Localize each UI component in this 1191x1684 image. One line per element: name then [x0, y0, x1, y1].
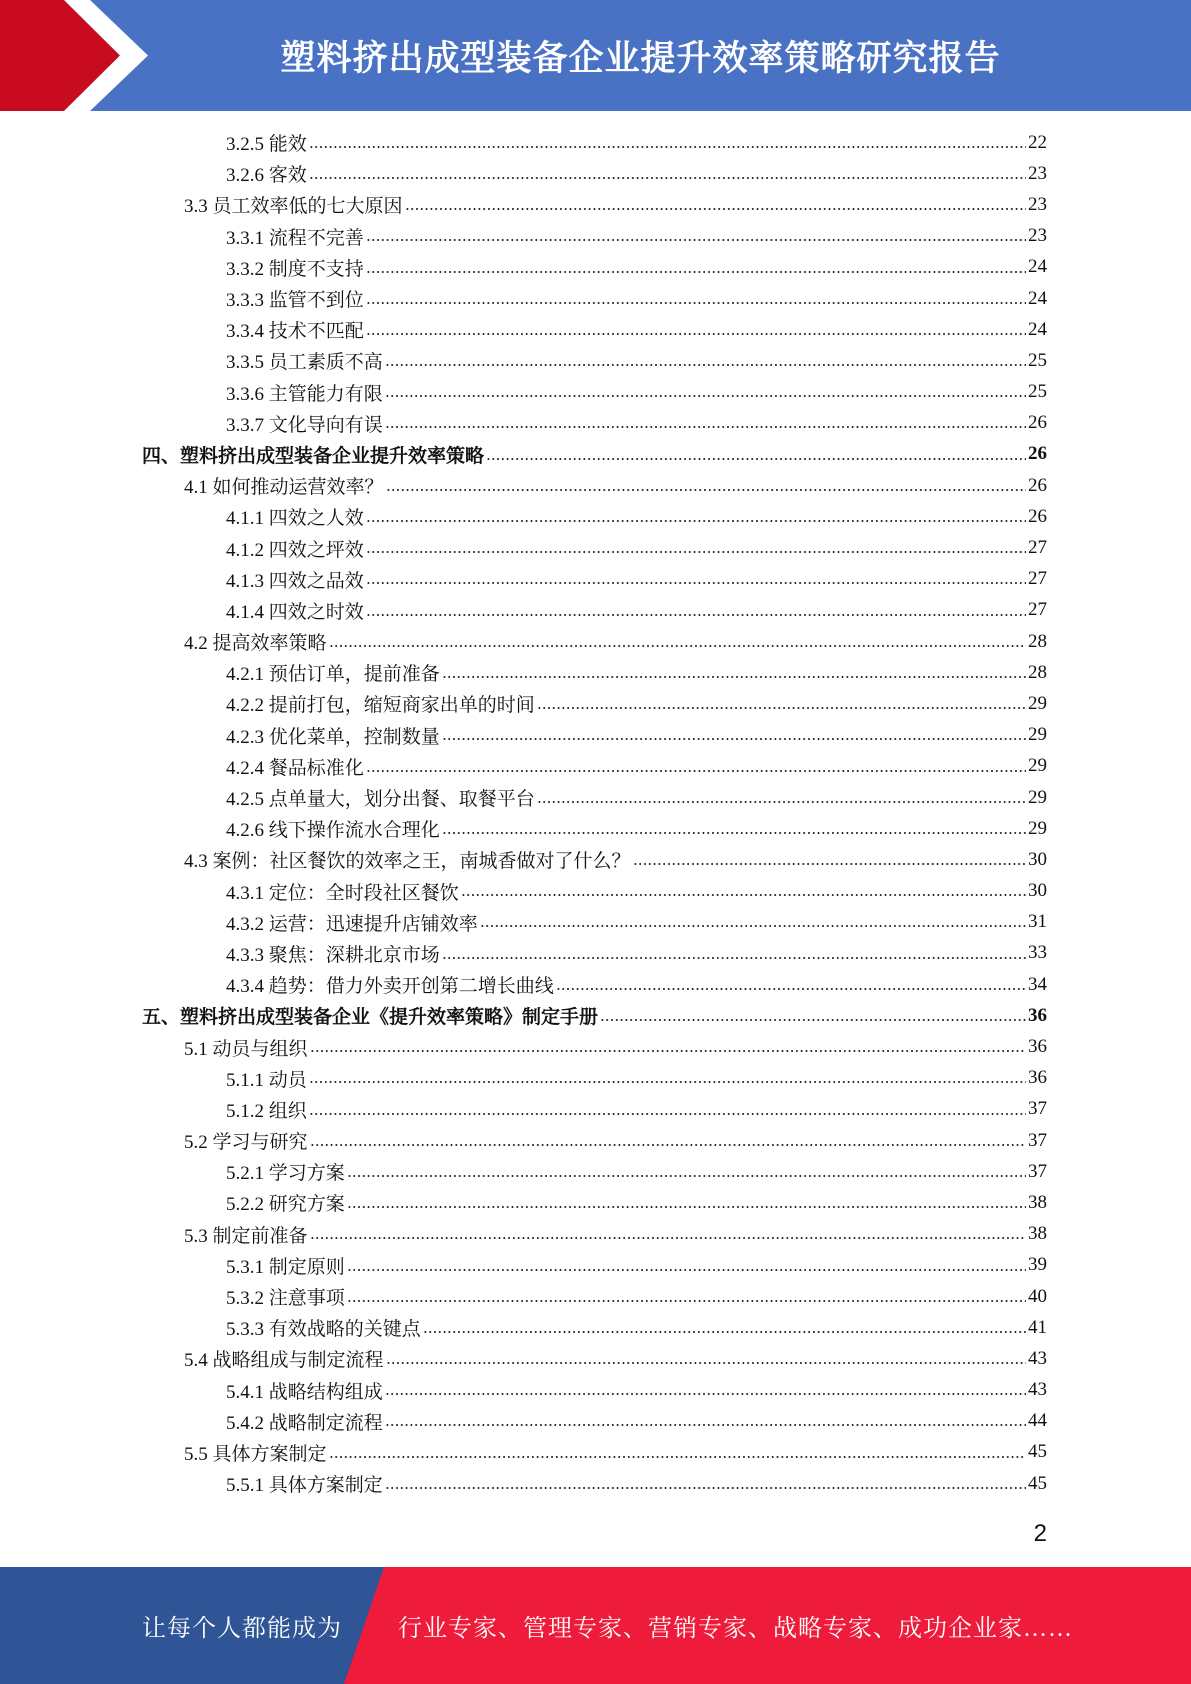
toc-entry-page: 37 — [1028, 1129, 1047, 1151]
toc-dot-leader — [366, 289, 1026, 308]
toc-entry-page: 39 — [1028, 1254, 1047, 1276]
toc-dot-leader — [309, 1069, 1026, 1088]
header-chevron-decoration — [0, 0, 150, 111]
toc-entry[interactable] — [0, 876, 1191, 907]
toc-entry-page: 33 — [1028, 942, 1047, 964]
toc-entry-page: 29 — [1028, 786, 1047, 808]
toc-entry-page: 45 — [1028, 1441, 1047, 1463]
toc-dot-leader — [329, 632, 1026, 651]
toc-entry-title: 4.1.1 四效之人效 — [226, 508, 364, 530]
toc-entry[interactable] — [0, 1219, 1191, 1250]
table-of-contents — [0, 127, 1191, 1499]
toc-entry-page: 28 — [1028, 661, 1047, 683]
toc-entry-title: 4.2.4 餐品标准化 — [226, 757, 364, 779]
toc-entry-page: 23 — [1028, 225, 1047, 247]
toc-entry-title: 5.2.1 学习方案 — [226, 1163, 345, 1185]
toc-entry[interactable] — [0, 408, 1191, 439]
toc-entry[interactable] — [0, 1250, 1191, 1281]
toc-entry-page: 36 — [1028, 1004, 1047, 1026]
toc-dot-leader — [347, 1287, 1026, 1306]
toc-dot-leader — [366, 539, 1026, 558]
toc-entry-page: 43 — [1028, 1347, 1047, 1369]
toc-entry-title: 4.3.4 趋势：借力外卖开创第二增长曲线 — [226, 976, 554, 998]
toc-entry[interactable] — [0, 470, 1191, 501]
toc-entry[interactable] — [0, 751, 1191, 782]
footer-slogan-left: 让每个人都能成为 — [142, 1616, 342, 1642]
toc-entry-title: 4.3.3 聚焦：深耕北京市场 — [226, 944, 440, 966]
toc-entry[interactable] — [0, 1468, 1191, 1499]
toc-entry-page: 27 — [1028, 537, 1047, 559]
toc-entry-page: 27 — [1028, 568, 1047, 590]
toc-entry-page: 40 — [1028, 1285, 1047, 1307]
toc-entry-title: 3.3.5 员工素质不高 — [226, 352, 383, 374]
toc-entry[interactable] — [0, 532, 1191, 563]
toc-dot-leader — [366, 227, 1026, 246]
toc-dot-leader — [310, 1225, 1026, 1244]
toc-entry-title: 四、塑料挤出成型装备企业提升效率策略 — [142, 445, 485, 467]
toc-entry-title: 4.2.2 提前打包，缩短商家出单的时间 — [226, 695, 535, 717]
toc-entry-page: 29 — [1028, 692, 1047, 714]
toc-entry-page: 30 — [1028, 880, 1047, 902]
toc-entry-page: 30 — [1028, 848, 1047, 870]
toc-entry-title: 4.3.2 运营：迅速提升店铺效率 — [226, 913, 478, 935]
toc-entry-title: 4.2 提高效率策略 — [184, 633, 327, 655]
toc-entry-title: 5.3.1 制定原则 — [226, 1256, 345, 1278]
toc-dot-leader — [537, 788, 1026, 807]
toc-entry-page: 29 — [1028, 755, 1047, 777]
toc-entry-page: 26 — [1028, 443, 1047, 465]
toc-entry[interactable] — [0, 127, 1191, 158]
toc-entry[interactable] — [0, 1406, 1191, 1437]
toc-dot-leader — [442, 726, 1026, 745]
toc-entry-title: 4.3 案例：社区餐饮的效率之王，南城香做对了什么？ — [184, 851, 631, 873]
toc-entry-title: 5.4.2 战略制定流程 — [226, 1412, 383, 1434]
toc-entry-title: 5.3.3 有效战略的关键点 — [226, 1319, 421, 1341]
toc-dot-leader — [366, 507, 1026, 526]
toc-entry-page: 26 — [1028, 474, 1047, 496]
toc-entry-page: 37 — [1028, 1160, 1047, 1182]
toc-entry-title: 4.2.5 点单量大，划分出餐、取餐平台 — [226, 789, 535, 811]
toc-entry-page: 25 — [1028, 381, 1047, 403]
toc-dot-leader — [385, 414, 1026, 433]
toc-entry[interactable] — [0, 564, 1191, 595]
footer-slogan-right: 行业专家、管理专家、营销专家、战略专家、成功企业家…… — [398, 1616, 1073, 1642]
report-title: 塑料挤出成型装备企业提升效率策略研究报告 — [280, 38, 1001, 79]
toc-entry-page: 37 — [1028, 1098, 1047, 1120]
toc-dot-leader — [366, 320, 1026, 339]
toc-entry[interactable] — [0, 969, 1191, 1000]
toc-entry[interactable] — [0, 1031, 1191, 1062]
toc-entry[interactable] — [0, 688, 1191, 719]
toc-entry-title: 5.1.2 组织 — [226, 1100, 307, 1122]
toc-entry[interactable] — [0, 1281, 1191, 1312]
toc-entry[interactable] — [0, 439, 1191, 470]
toc-dot-leader — [442, 819, 1026, 838]
toc-entry-page: 26 — [1028, 505, 1047, 527]
toc-dot-leader — [347, 1162, 1026, 1181]
toc-entry-title: 3.3.6 主管能力有限 — [226, 383, 383, 405]
toc-entry-page: 43 — [1028, 1379, 1047, 1401]
toc-entry-title: 5.3.2 注意事项 — [226, 1288, 345, 1310]
toc-entry[interactable] — [0, 813, 1191, 844]
toc-dot-leader — [600, 1006, 1026, 1025]
toc-entry[interactable] — [0, 907, 1191, 938]
toc-entry-title: 5.1.1 动员 — [226, 1069, 307, 1091]
toc-dot-leader — [310, 1131, 1026, 1150]
toc-dot-leader — [385, 1412, 1026, 1431]
toc-entry[interactable] — [0, 345, 1191, 376]
toc-entry[interactable] — [0, 938, 1191, 969]
toc-entry-page: 22 — [1028, 131, 1047, 153]
toc-entry-title: 4.2.1 预估订单，提前准备 — [226, 664, 440, 686]
toc-entry-page: 45 — [1028, 1472, 1047, 1494]
toc-entry-page: 31 — [1028, 911, 1047, 933]
toc-dot-leader — [310, 1038, 1026, 1057]
page-number: 2 — [1033, 1520, 1047, 1547]
toc-entry-page: 23 — [1028, 193, 1047, 215]
toc-entry-title: 4.1 如何推动运营效率？ — [184, 477, 384, 499]
toc-entry-page: 38 — [1028, 1223, 1047, 1245]
toc-dot-leader — [405, 195, 1026, 214]
toc-dot-leader — [486, 445, 1026, 464]
toc-entry-page: 29 — [1028, 817, 1047, 839]
toc-dot-leader — [385, 1381, 1026, 1400]
toc-dot-leader — [385, 1474, 1026, 1493]
toc-entry-title: 5.5.1 具体方案制定 — [226, 1475, 383, 1497]
toc-entry-title: 3.3 员工效率低的七大原因 — [184, 196, 403, 218]
toc-entry-page: 36 — [1028, 1067, 1047, 1089]
toc-entry[interactable] — [0, 844, 1191, 875]
toc-dot-leader — [309, 164, 1026, 183]
toc-entry[interactable] — [0, 314, 1191, 345]
toc-entry-title: 3.3.2 制度不支持 — [226, 258, 364, 280]
toc-entry-title: 5.5 具体方案制定 — [184, 1443, 327, 1465]
toc-dot-leader — [347, 1193, 1026, 1212]
toc-entry-title: 5.4.1 战略结构组成 — [226, 1381, 383, 1403]
toc-entry-page: 25 — [1028, 349, 1047, 371]
toc-dot-leader — [366, 570, 1026, 589]
toc-entry-page: 44 — [1028, 1410, 1047, 1432]
toc-entry[interactable] — [0, 252, 1191, 283]
toc-entry-page: 28 — [1028, 630, 1047, 652]
toc-entry[interactable] — [0, 782, 1191, 813]
toc-entry-page: 24 — [1028, 287, 1047, 309]
toc-entry[interactable] — [0, 720, 1191, 751]
toc-entry-page: 23 — [1028, 162, 1047, 184]
toc-entry-page: 29 — [1028, 724, 1047, 746]
toc-dot-leader — [309, 1100, 1026, 1119]
toc-dot-leader — [423, 1318, 1026, 1337]
toc-entry[interactable] — [0, 1156, 1191, 1187]
toc-entry[interactable] — [0, 1094, 1191, 1125]
toc-dot-leader — [537, 694, 1026, 713]
toc-dot-leader — [309, 133, 1026, 152]
toc-entry-title: 3.3.7 文化导向有误 — [226, 414, 383, 436]
toc-dot-leader — [386, 476, 1026, 495]
toc-entry-title: 3.3.4 技术不匹配 — [226, 321, 364, 343]
toc-dot-leader — [366, 757, 1026, 776]
toc-entry[interactable] — [0, 189, 1191, 220]
page-header — [0, 0, 1191, 111]
toc-entry-title: 4.2.6 线下操作流水合理化 — [226, 820, 440, 842]
toc-dot-leader — [461, 882, 1026, 901]
toc-entry[interactable] — [0, 626, 1191, 657]
toc-entry[interactable] — [0, 1312, 1191, 1343]
toc-entry-title: 4.1.2 四效之坪效 — [226, 539, 364, 561]
toc-entry-page: 27 — [1028, 599, 1047, 621]
toc-dot-leader — [385, 383, 1026, 402]
toc-dot-leader — [556, 975, 1026, 994]
toc-entry-title: 五、塑料挤出成型装备企业《提升效率策略》制定手册 — [142, 1007, 599, 1029]
toc-entry[interactable] — [0, 595, 1191, 626]
toc-dot-leader — [386, 1349, 1026, 1368]
toc-entry[interactable] — [0, 1125, 1191, 1156]
toc-entry[interactable] — [0, 1187, 1191, 1218]
toc-dot-leader — [366, 601, 1026, 620]
toc-dot-leader — [633, 850, 1026, 869]
page-footer — [0, 1567, 1191, 1684]
toc-dot-leader — [480, 913, 1026, 932]
toc-entry[interactable] — [0, 1063, 1191, 1094]
toc-entry[interactable] — [0, 221, 1191, 252]
toc-dot-leader — [347, 1256, 1026, 1275]
toc-entry[interactable] — [0, 501, 1191, 532]
toc-dot-leader — [442, 944, 1026, 963]
toc-entry-title: 3.3.1 流程不完善 — [226, 227, 364, 249]
toc-dot-leader — [385, 351, 1026, 370]
toc-entry[interactable] — [0, 158, 1191, 189]
toc-entry-page: 26 — [1028, 412, 1047, 434]
toc-entry-title: 3.2.6 客效 — [226, 165, 307, 187]
toc-entry[interactable] — [0, 1437, 1191, 1468]
toc-entry-page: 41 — [1028, 1316, 1047, 1338]
toc-entry[interactable] — [0, 1343, 1191, 1374]
toc-entry[interactable] — [0, 1000, 1191, 1031]
toc-entry-title: 5.2.2 研究方案 — [226, 1194, 345, 1216]
toc-entry-title: 5.2 学习与研究 — [184, 1132, 308, 1154]
toc-entry[interactable] — [0, 283, 1191, 314]
toc-entry-title: 3.3.3 监管不到位 — [226, 290, 364, 312]
toc-entry-page: 38 — [1028, 1191, 1047, 1213]
toc-entry[interactable] — [0, 1375, 1191, 1406]
toc-dot-leader — [366, 258, 1026, 277]
toc-entry-title: 4.2.3 优化菜单，控制数量 — [226, 726, 440, 748]
toc-entry-title: 4.1.3 四效之品效 — [226, 570, 364, 592]
toc-entry-page: 34 — [1028, 973, 1047, 995]
toc-entry-page: 24 — [1028, 256, 1047, 278]
toc-entry-page: 24 — [1028, 318, 1047, 340]
toc-dot-leader — [442, 663, 1026, 682]
toc-entry-page: 36 — [1028, 1036, 1047, 1058]
toc-entry-title: 3.2.5 能效 — [226, 134, 307, 156]
toc-entry-title: 4.3.1 定位：全时段社区餐饮 — [226, 882, 459, 904]
toc-entry[interactable] — [0, 657, 1191, 688]
toc-dot-leader — [329, 1443, 1026, 1462]
toc-entry-title: 5.3 制定前准备 — [184, 1225, 308, 1247]
toc-entry-title: 5.1 动员与组织 — [184, 1038, 308, 1060]
toc-entry-title: 4.1.4 四效之时效 — [226, 601, 364, 623]
toc-entry-title: 5.4 战略组成与制定流程 — [184, 1350, 384, 1372]
toc-entry[interactable] — [0, 377, 1191, 408]
